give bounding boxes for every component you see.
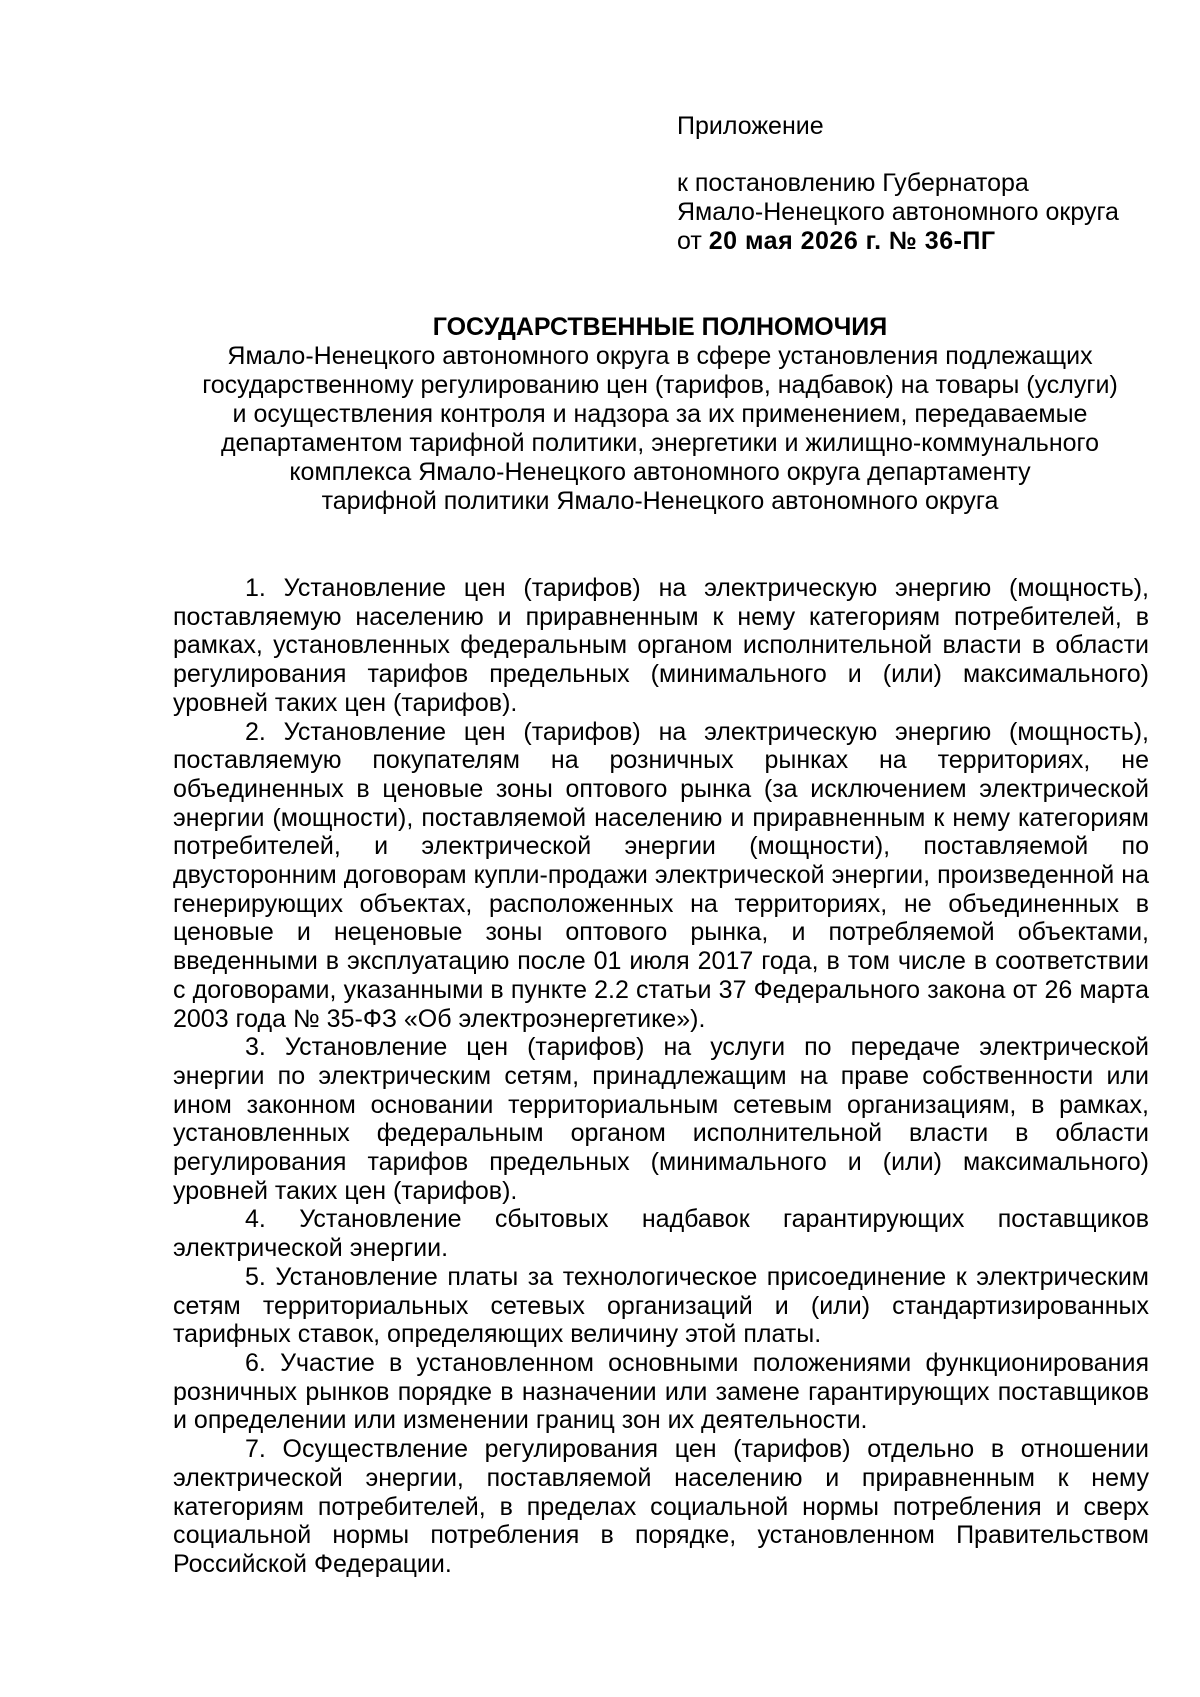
paragraph-5: 5. Установление платы за технологическое присоединение к электрическим сетям территориальных сетевых организаций и (или) стандартизированных тарифных ставок, определяющих величину этой платы. [173,1262,1149,1349]
heading-subtitle-line: комплекса Ямало-Ненецкого автономного округа департаменту [289,458,1031,486]
appendix-date-line [677,227,1177,256]
paragraph-3: 3. Установление цен (тарифов) на услуги по передаче электрической энергии по электрическим сетям, принадлежащим на праве собственности или ином законном основании территориальным сетевым организациям, в рамках, установленных федеральным органом исполнительной власти в области регулирования тарифов предельных (минимального и (или) максимального) уровней таких цен (тарифов). [173,1033,1149,1205]
paragraph-1: 1. Установление цен (тарифов) на электрическую энергию (мощность), поставляемую населению и приравненным к нему категориям потребителей, в рамках, установленных федеральным органом исполнительной власти в области регулирования тарифов предельных (минимального и (или) максимального) уровней таких цен (тарифов). [173,574,1149,717]
heading-subtitle-line: департаментом тарифной политики, энергетики и жилищно-коммунального [220,429,1100,457]
paragraph-2: 2. Установление цен (тарифов) на электрическую энергию (мощность), поставляемую покупателям на розничных рынках на территориях, не объединенных в ценовые зоны оптового рынка (за исключением электрической энергии (мощности), поставляемой населению и приравненным к нему категориям потребителей, и электрической энергии (мощности), поставляемой по двусторонним договорам купли-продажи электрической энергии, произведенной на генерирующих объектах, расположенных на территориях, не объединенных в ценовые и неценовые зоны оптового рынка, и потребляемой объектами, введенными в эксплуатацию после 01 июля 2017 года, в том числе в соответствии с договорами, указанными в пункте 2.2 статьи 37 Федерального закона от 26 марта 2003 года № 35-ФЗ «Об электроэнергетике»). [173,717,1149,1033]
heading-subtitle-line: государственному регулированию цен (тарифов, надбавок) на товары (услуги) [202,371,1118,399]
appendix-title: Приложение [677,112,824,140]
paragraph-4: 4. Установление сбытовых надбавок гарантирующих поставщиков электрической энергии. [173,1205,1149,1263]
appendix-block [677,112,1177,256]
paragraph-6: 6. Участие в установленном основными положениями функционирования розничных рынков порядке в назначении или замене гарантирующих поставщиков и определении или изменении границ зон их деятельности. [173,1348,1149,1435]
heading-subtitle-line: тарифной политики Ямало-Ненецкого автономного округа [321,487,999,515]
date-prefix: от [677,227,702,255]
appendix-line: к постановлению Губернатора [677,169,1029,197]
paragraph-7: 7. Осуществление регулирования цен (тарифов) отдельно в отношении электрической энергии, поставляемой населению и приравненным к нему категориям потребителей, в пределах социальной нормы потребления и сверх социальной нормы потребления в порядке, установленном Правительством Российской Федерации. [173,1435,1149,1578]
document-body [173,574,1149,1579]
document-heading [170,313,1150,516]
appendix-line: Ямало-Ненецкого автономного округа [677,198,1119,226]
document-number: 20 мая 2026 г. № 36-ПГ [708,227,996,255]
document-title: ГОСУДАРСТВЕННЫЕ ПОЛНОМОЧИЯ [432,313,888,341]
heading-subtitle-line: и осуществления контроля и надзора за их применением, передаваемые [232,400,1088,428]
heading-subtitle-line: Ямало-Ненецкого автономного округа в сфере установления подлежащих [227,342,1093,370]
